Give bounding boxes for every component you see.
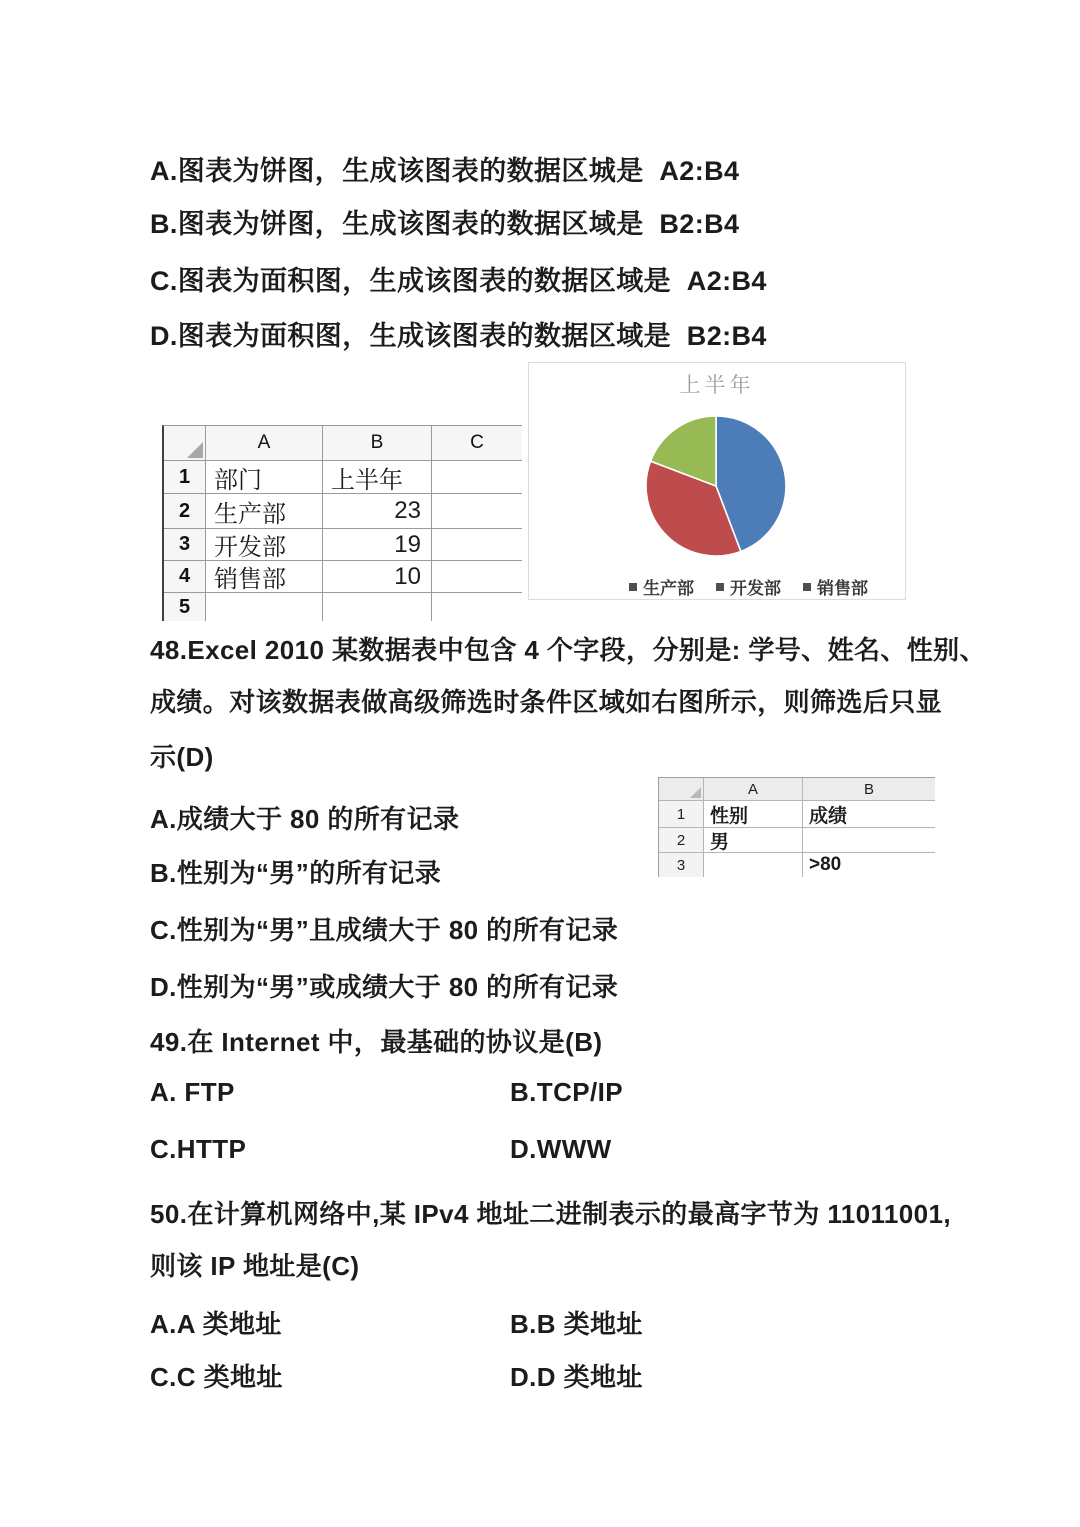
cell-b2: [803, 828, 935, 853]
legend-label: 销售部: [817, 579, 868, 598]
cell-c5: [432, 593, 522, 621]
q48-stem-line-1: 48.Excel 2010 某数据表中包含 4 个字段，分别是: 学号、姓名、性别、: [150, 635, 986, 665]
q49-option-b: B.TCP/IP: [510, 1077, 623, 1107]
chart-legend: [629, 574, 868, 599]
cell-a3: [704, 853, 803, 877]
row-header: 2: [164, 494, 206, 529]
q49-option-c: C.HTTP: [150, 1134, 247, 1164]
cell-a5: [206, 593, 323, 621]
cell-c2: [432, 494, 522, 529]
row-header: 1: [164, 461, 206, 494]
q49-option-d: D.WWW: [510, 1134, 612, 1164]
row-header: 3: [164, 529, 206, 561]
column-header: A: [206, 426, 323, 461]
q50-option-b: B.B 类地址: [510, 1309, 643, 1339]
cell-a2: 男: [704, 828, 803, 853]
q48-option-a: A.成绩大于 80 的所有记录: [150, 804, 460, 834]
cell-b3: >80: [803, 853, 935, 877]
legend-label: 生产部: [643, 579, 694, 598]
column-header: B: [803, 778, 935, 801]
legend-marker-icon: [716, 583, 724, 591]
legend-item: [629, 574, 694, 599]
q47-option-d: D.图表为面积图，生成该图表的数据区域是 B2:B4: [150, 321, 767, 351]
q47-spreadsheet: [162, 425, 522, 621]
legend-item: [803, 574, 868, 599]
row-header: 3: [659, 853, 704, 877]
q49-option-a: A. FTP: [150, 1077, 235, 1107]
legend-marker-icon: [629, 583, 637, 591]
cell-a2: 生产部: [206, 494, 323, 529]
q47-option-b: B.图表为饼图，生成该图表的数据区域是 B2:B4: [150, 209, 740, 239]
row-header: 1: [659, 801, 704, 828]
cell-b5: [323, 593, 432, 621]
q50-stem-line-1: 50.在计算机网络中,某 IPv4 地址二进制表示的最高字节为 11011001,: [150, 1199, 951, 1229]
pie-chart: [528, 362, 906, 600]
cell-c4: [432, 561, 522, 593]
q47-option-c: C.图表为面积图，生成该图表的数据区域是 A2:B4: [150, 266, 767, 296]
q50-stem-line-2: 则该 IP 地址是(C): [150, 1251, 360, 1281]
cell-a1: 性别: [704, 801, 803, 828]
legend-marker-icon: [803, 583, 811, 591]
chart-title: 上半年: [679, 374, 755, 397]
row-header: 5: [164, 593, 206, 621]
cell-c1: [432, 461, 522, 494]
q48-stem-line-2: 成绩。对该数据表做高级筛选时条件区域如右图所示，则筛选后只显: [150, 687, 943, 717]
cell-b4: 10: [323, 561, 432, 593]
legend-item: [716, 574, 781, 599]
cell-a3: 开发部: [206, 529, 323, 561]
row-header: 2: [659, 828, 704, 853]
q48-stem-line-3: 示(D): [150, 742, 214, 772]
cell-c3: [432, 529, 522, 561]
q48-option-b: B.性别为“男”的所有记录: [150, 858, 442, 888]
select-all-triangle-icon: [187, 442, 203, 458]
q49-stem: 49.在 Internet 中，最基础的协议是(B): [150, 1027, 603, 1057]
q48-option-c: C.性别为“男”且成绩大于 80 的所有记录: [150, 915, 619, 945]
q50-option-d: D.D 类地址: [510, 1362, 643, 1392]
legend-label: 开发部: [730, 579, 781, 598]
cell-a4: 销售部: [206, 561, 323, 593]
column-header: A: [704, 778, 803, 801]
cell-b2: 23: [323, 494, 432, 529]
q50-option-c: C.C 类地址: [150, 1362, 283, 1392]
column-header: C: [432, 426, 522, 461]
column-header: B: [323, 426, 432, 461]
q47-option-a: A.图表为饼图，生成该图表的数据区城是 A2:B4: [150, 156, 740, 186]
select-all-cell: [164, 426, 206, 461]
row-header: 4: [164, 561, 206, 593]
select-all-cell: [659, 778, 704, 801]
q48-option-d: D.性别为“男”或成绩大于 80 的所有记录: [150, 972, 619, 1002]
cell-b3: 19: [323, 529, 432, 561]
cell-b1: 成绩: [803, 801, 935, 828]
cell-b1: 上半年: [323, 461, 432, 494]
select-all-triangle-icon: [690, 787, 701, 798]
q50-option-a: A.A 类地址: [150, 1309, 282, 1339]
cell-a1: 部门: [206, 461, 323, 494]
q48-criteria-spreadsheet: [658, 777, 935, 877]
pie-chart-svg: [529, 363, 907, 601]
